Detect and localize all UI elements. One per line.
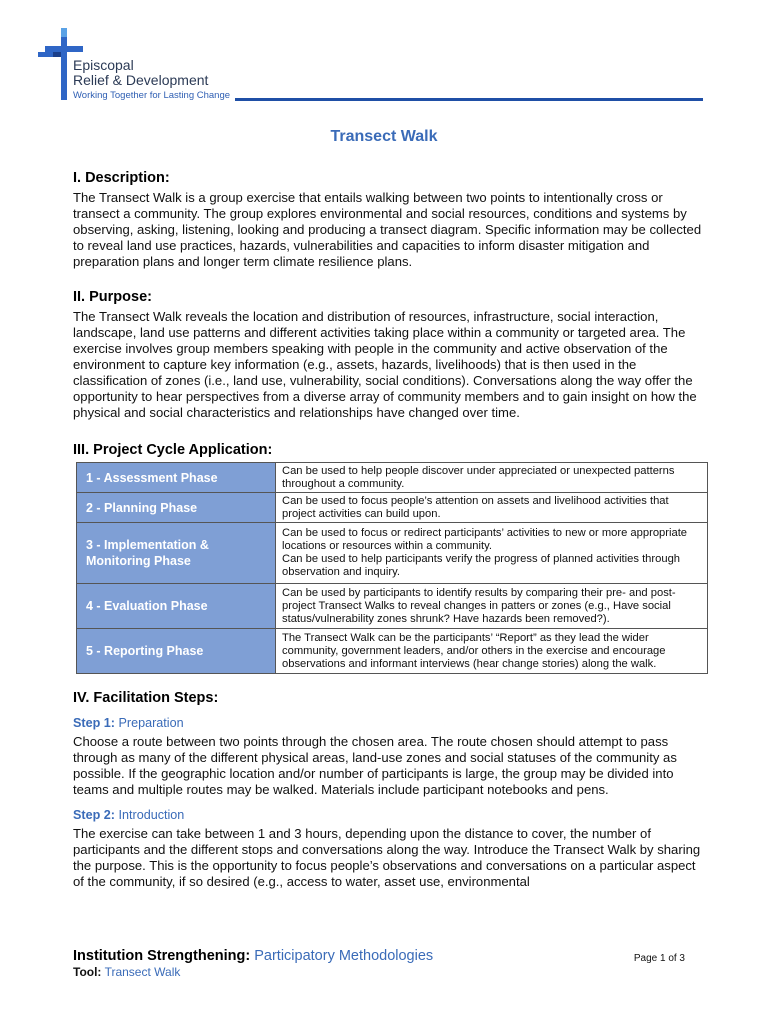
purpose-text: The Transect Walk reveals the location and distribution of resources, infrastructure, social interaction, landscape, land use patterns and different activities taking place within a community or targeted area. The exercise involves group members speaking with people in the community and active observation of the environment to capture key information (e.g., assets, hazards, livelihoods) that is then used in the classification of zones (i.e., land use, vulnerability, social conditions). Conversations along the way offer the opportunity to hear perspectives from a diverse array of community members and to gain insight on how the physical and social characteristics and relationships have changed over time. [73,309,697,420]
org-tagline: Working Together for Lasting Change [73,90,231,101]
phase-cell: 5 - Reporting Phase [77,629,276,674]
footer-tool [73,965,693,979]
purpose-section [73,289,707,421]
step-name: Introduction [118,808,185,822]
footer-tool-name: Transect Walk [104,965,181,979]
page-title: Transect Walk [330,128,438,145]
phase-description: Can be used by participants to identify results by comparing their pre- and post-project Transect Walks to reveal changes in patters or zones (e.g., Have social status/vulnerability zones shrunk? Have hazards been removed?). [276,584,708,629]
description-section [73,170,707,270]
step-label [73,716,707,730]
phase-description [276,523,708,584]
header-rule [235,98,703,101]
description-text: The Transect Walk is a group exercise that entails walking between two points to intentionally cross or transect a community. The group explores environmental and social resources, conditions and systems by observing, asking, listening, looking and producing a transect diagram. Specific information may be collected to reveal land use practices, hazards, vulnerabilities and capacities to inform disaster mitigation and preparation plans and longer term climate resilience plans. [73,190,702,269]
description-heading: I. Description: [73,170,170,186]
step-block [73,808,707,890]
table-row [77,523,708,584]
step-block [73,716,707,798]
page-footer [73,948,693,979]
table-row [77,584,708,629]
purpose-heading: II. Purpose: [73,289,152,305]
project-cycle-table [76,462,708,674]
phase-description: The Transect Walk can be the participants’ “Report” as they lead the wider community, government leaders, and/or others in the exercise and encourage observations and informant interviews (hear change stories) along the walk. [276,629,708,674]
step-text: Choose a route between two points through the chosen area. The route chosen should attempt to pass through as many of the different physical areas, land-use zones and social statuses of the community as possible. If the geographic location and/or number of participants is large, the group may be divided into teams and multiple routes may be walked. Materials include participant notebooks and pens. [73,734,677,797]
org-name-line2: Relief & Development [73,72,209,88]
step-text: The exercise can take between 1 and 3 hours, depending upon the distance to cover, the number of participants and the different stops and conversations along the way. Introduce the Transect Walk by sharing the purpose. This is the opportunity to focus people’s observations and conversations on a particular aspect of the community, if so desired (e.g., access to water, asset use, environmental [73,826,701,889]
footer-label: Institution Strengthening: [73,948,251,964]
step-number: Step 2: [73,808,115,822]
step-name: Preparation [118,716,184,730]
footer-title [73,948,693,964]
footer-subject: Participatory Methodologies [254,948,434,964]
phase-cell: 3 - Implementation & Monitoring Phase [77,523,276,584]
step-label [73,808,707,822]
phase-cell: 4 - Evaluation Phase [77,584,276,629]
phase-description-line: Can be used to focus or redirect participants’ activities to new or more appropriate locations or resources within a community. [282,527,688,552]
project-cycle-section [73,442,707,458]
step-number: Step 1: [73,716,115,730]
footer-tool-label: Tool: [73,965,102,979]
page-number: Page 1 of 3 [633,953,685,964]
phase-description-line: Can be used to help participants verify the progress of planned activities through observation and inquiry. [282,553,681,578]
table-row [77,493,708,523]
phase-cell: 1 - Assessment Phase [77,463,276,493]
table-row [77,629,708,674]
org-logo-text [73,58,230,101]
facilitation-section [73,690,707,890]
table-row [77,463,708,493]
phase-description: Can be used to focus people’s attention on assets and livelihood activities that project activities can build upon. [276,493,708,523]
org-name-line1: Episcopal [73,57,134,73]
facilitation-heading: IV. Facilitation Steps: [73,690,219,706]
phase-description: Can be used to help people discover under appreciated or unexpected patterns throughout a community. [276,463,708,493]
phase-cell: 2 - Planning Phase [77,493,276,523]
project-cycle-heading: III. Project Cycle Application: [73,442,273,458]
